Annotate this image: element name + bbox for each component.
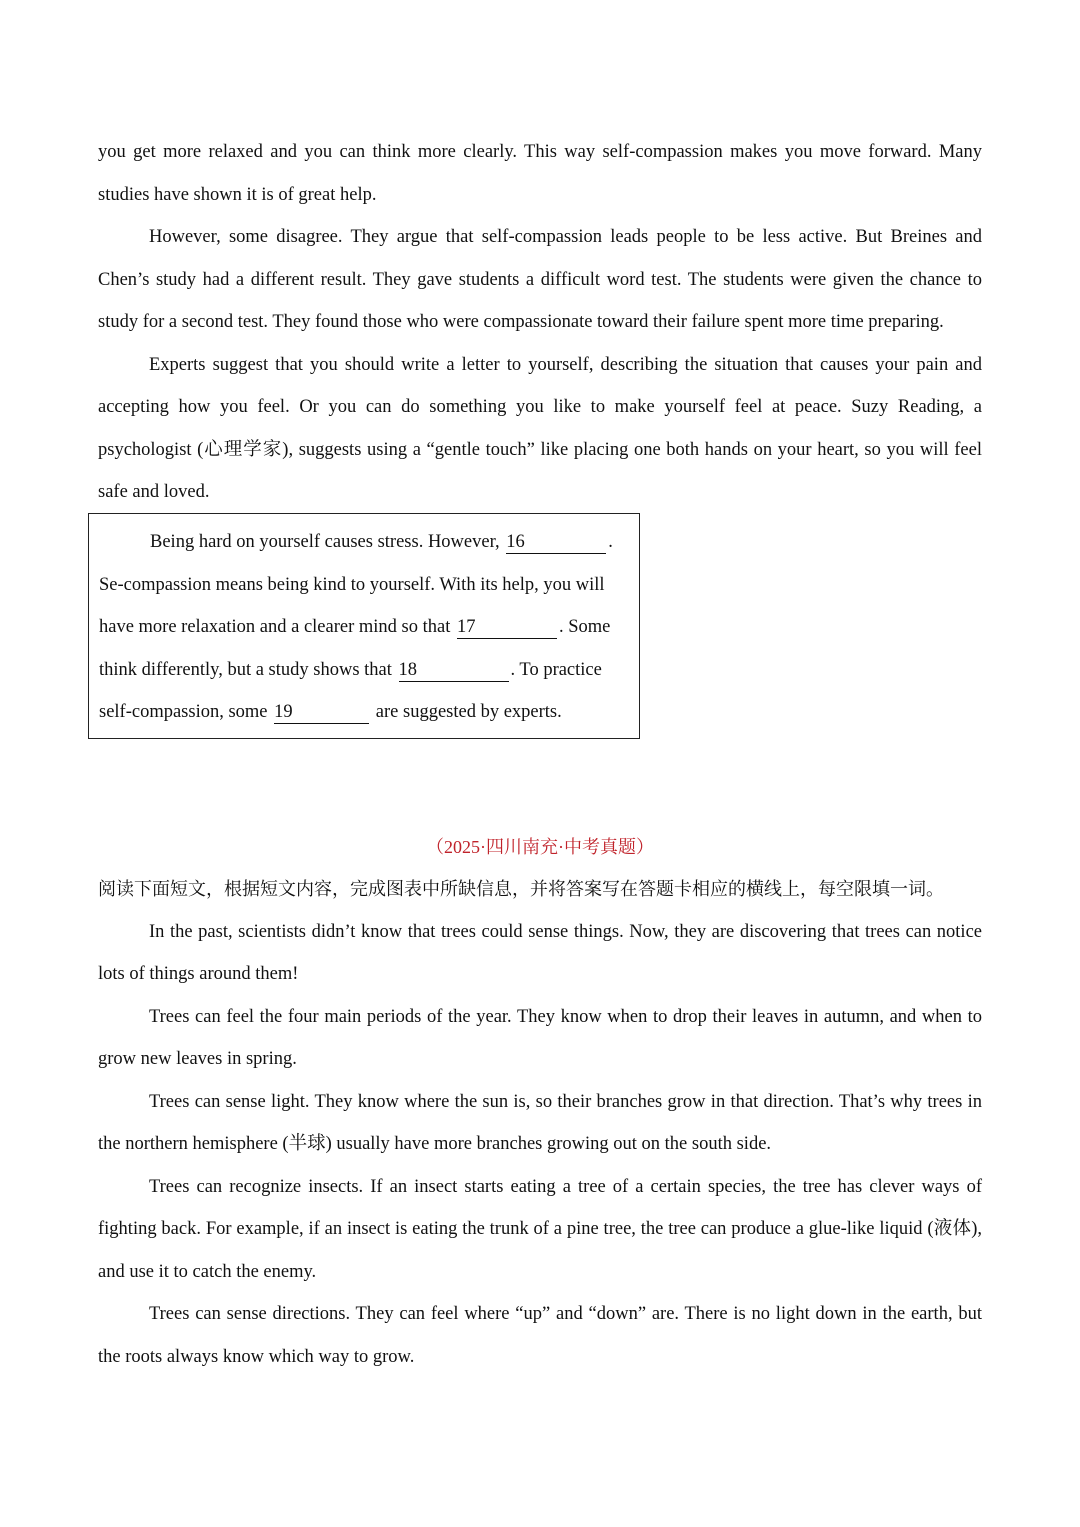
paragraph-1: you get more relaxed and you can think more clearly. This way self-compassion makes you move forward. Many studies have shown it is of great help. <box>98 142 982 205</box>
blank-18[interactable]: 18 <box>399 659 509 682</box>
summary-line-3-end: . Some <box>558 617 611 637</box>
blank-19[interactable]: 19 <box>274 701 369 724</box>
paragraph-2: However, some disagree. They argue that self-compassion leads people to be less active. But Breines and Chen’s study had a different result. They gave students a difficult word test. The students were given the chance to study for a second test. They found those who were compassionate toward their failure spent more time preparing. <box>98 227 982 332</box>
summary-line-5 <box>99 691 629 734</box>
summary-line-1-end: . <box>608 532 613 552</box>
summary-line-4-text: think differently, but a study shows that <box>99 659 392 680</box>
summary-box <box>88 513 640 739</box>
blank-17[interactable]: 17 <box>457 616 557 639</box>
passage-2 <box>98 868 982 1378</box>
instruction: 阅读下面短文，根据短文内容，完成图表中所缺信息，并将答案写在答题卡相应的横线上，每空限填一词。 <box>98 879 944 899</box>
summary-line-3-text: have more relaxation and a clearer mind so that <box>99 617 451 637</box>
summary-line-1 <box>99 521 629 564</box>
passage-2-paragraph: Trees can recognize insects. If an insect starts eating a tree of a certain species, the tree has clever ways of fighting back. For example, if an insect is eating the trunk of a pine tree, the tree can produce a glue-like liquid (液体), and use it to catch the enemy. <box>98 1176 982 1282</box>
blank-16[interactable]: 16 <box>506 531 606 554</box>
summary-line-2: Se-compassion means being kind to yourself. With its help, you will <box>99 574 605 595</box>
paragraph-3: Experts suggest that you should write a letter to yourself, describing the situation that causes your pain and accepting how you feel. Or you can do something you like to make yourself feel at peace. Suzy Reading, a psychologist (心理学家), suggests using a “gentle touch” like placing one both hands on your heart, so you will feel safe and loved. <box>98 354 982 502</box>
passage-1 <box>98 131 982 514</box>
passage-2-paragraph: Trees can sense directions. They can feel where “up” and “down” are. There is no light down in the earth, but the roots always know which way to grow. <box>98 1304 982 1367</box>
summary-text <box>99 521 629 734</box>
summary-line-3 <box>99 606 629 649</box>
summary-line-5-end: are suggested by experts. <box>375 702 562 722</box>
summary-line-1-text: Being hard on yourself causes stress. However, <box>150 532 500 552</box>
passage-2-paragraph: Trees can feel the four main periods of the year. They know when to drop their leaves in autumn, and when to grow new leaves in spring. <box>98 1006 982 1069</box>
passage-2-paragraph: Trees can sense light. They know where the sun is, so their branches grow in that direction. That’s why trees in the northern hemisphere (半球) usually have more branches growing out on the south side. <box>98 1091 982 1154</box>
summary-line-5-text: self-compassion, some <box>99 702 268 722</box>
summary-line-4 <box>99 649 629 692</box>
summary-line-4-end: . To practice <box>510 659 602 680</box>
passage-2-paragraph: In the past, scientists didn’t know that trees could sense things. Now, they are discovering that trees can notice lots of things around them! <box>98 921 982 984</box>
exam-source: （2025·四川南充·中考真题） <box>426 837 654 857</box>
